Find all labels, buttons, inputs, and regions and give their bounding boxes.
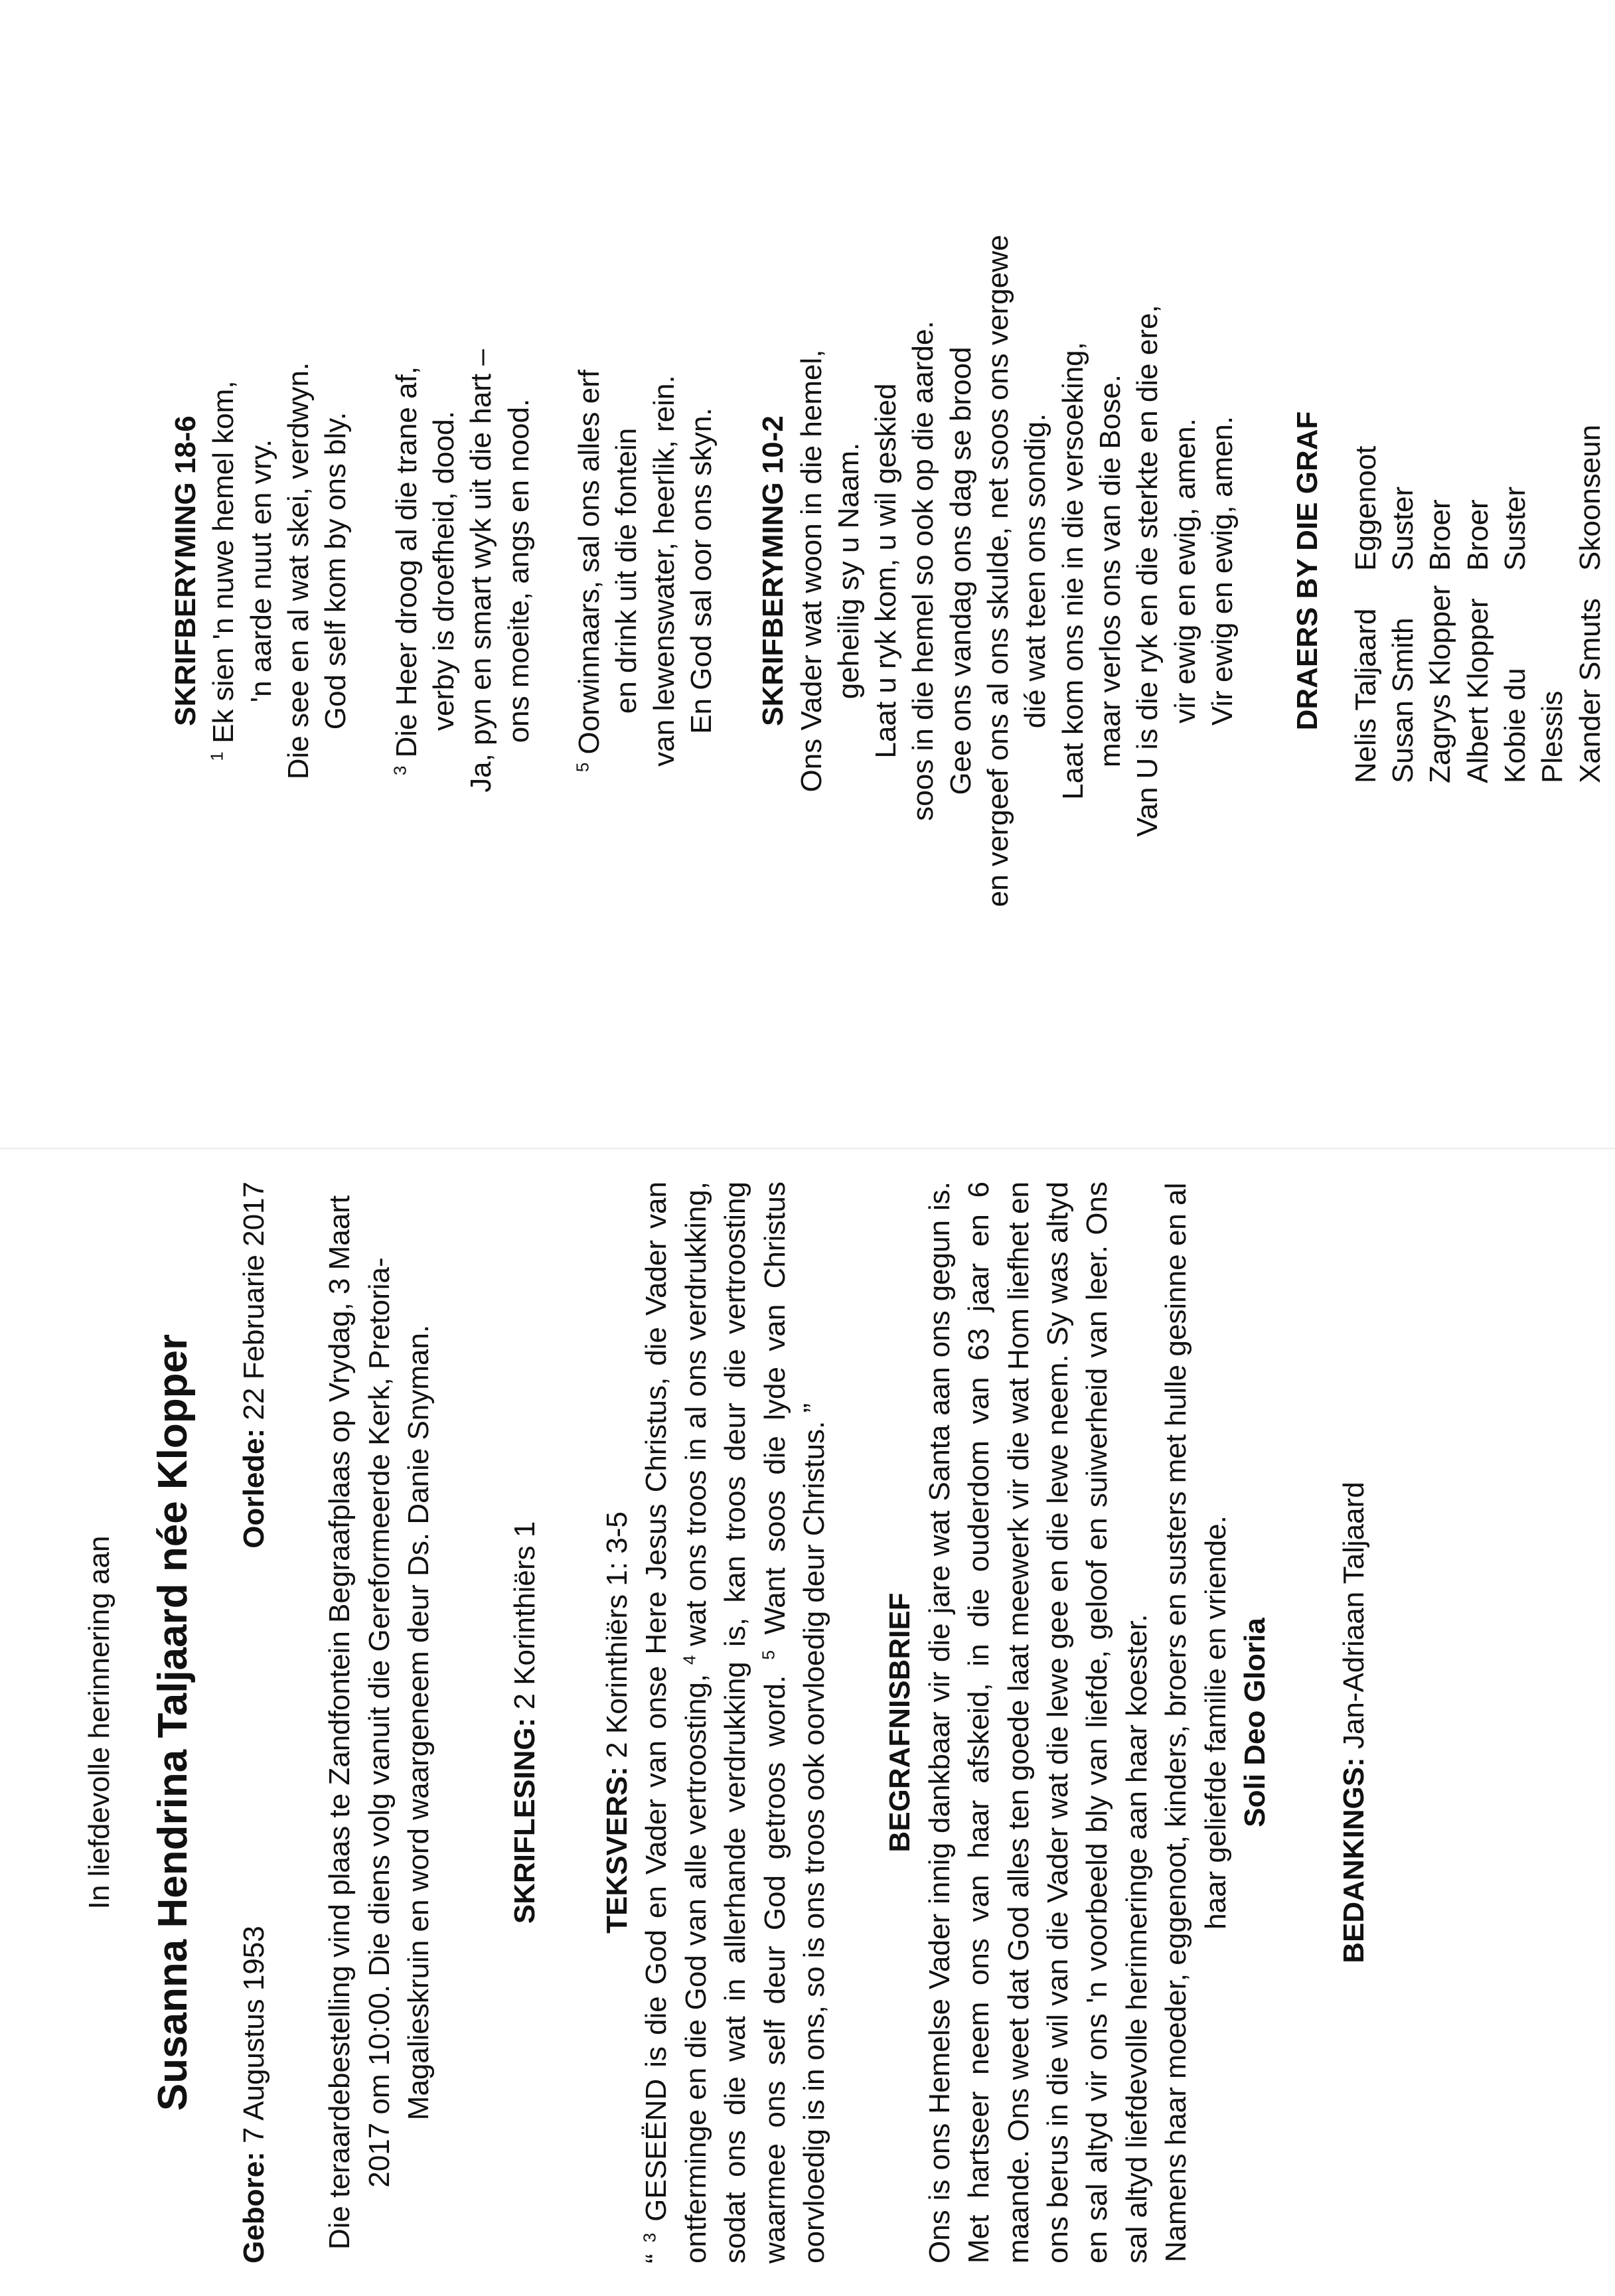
verse-number: 4	[679, 1655, 700, 1665]
letter-closing: Namens haar moeder, eggenoot, kinders, broers en susters met hulle gesinne en al haar geliefde familie en vriende.	[1160, 1182, 1232, 2263]
reading-label: SKRIFLESING:	[508, 1717, 541, 1924]
text-value: 2 Korinthiërs 1: 3-5	[601, 1511, 634, 1758]
prayer-line: vir ewig en ewig, amen.	[1168, 418, 1201, 724]
thanks-label: BEDANKINGS:	[1338, 1757, 1371, 1963]
text-label: TEKSVERS:	[601, 1766, 634, 1934]
stanza-line: Ja, pyn en smart wyk uit die hart –	[465, 349, 498, 793]
letter-text: Ons is ons Hemelse Vader innig dankbaar vir die jare wat Santa aan ons gegun is. Met hartseer neem ons van haar afskeid, in die ouderdom van 63 jaar en 6 maande. Ons weet dat God alles ten goede laat meewerk vir die wat Hom liefhet en ons berus in die wil van die Vader wat die lewe gee en die lewe neem. Sy was altyd en sal altyd vir ons 'n voorbeeld bly van liefde, geloof en suiwerheid van leer. Ons sal altyd liefdevolle herinneringe aan haar koester.	[923, 1182, 1153, 2263]
bearer-relation: Skoonseun	[1573, 424, 1606, 571]
stanza-line: 'n aarde nuut en vry.	[244, 439, 277, 703]
bearer-relation: Eggenoot	[1349, 445, 1382, 571]
stanza-number: 3	[389, 765, 410, 776]
deceased-name: Susanna Hendrina Taljaard née Klopper	[150, 1334, 196, 2111]
prayer-line: dié wat teen ons sondig.	[1019, 413, 1052, 729]
scripture-reading	[505, 1182, 544, 2263]
bearer-relation: Suster	[1498, 486, 1531, 571]
born-label: Gebore:	[238, 2151, 271, 2263]
quote-close: ”	[797, 1403, 830, 1413]
stanza	[205, 60, 354, 1082]
memorial-front-panel	[66, 1162, 1593, 2283]
bearers-list	[1347, 358, 1609, 783]
bearer-name: Susan Smith	[1386, 617, 1419, 783]
prayer-line: soos in die hemel so ook op die aarde.	[907, 321, 940, 821]
died-label: Oorlede:	[238, 1428, 271, 1549]
text-verse-body	[637, 1182, 834, 2263]
born	[234, 1926, 273, 2263]
prayer-line: en vergeef ons al ons skulde, net soos ons vergewe	[982, 234, 1015, 907]
prayer-line: Van U is die ryk en die sterkte en die ere,	[1131, 305, 1164, 837]
funeral-details: Die teraardebestelling vind plaas te Zandfontein Begraafplaas op Vrydag, 3 Maart 2017 om 10:00. Die diens volg vanuit die Gereformeerde Kerk, Pretoria-Magalieskruin en word waargeneem deur Ds. Danie Snyman.	[323, 1195, 435, 2250]
prayer-line: Ons Vader wat woon in die hemel,	[795, 349, 828, 793]
bearer-name: Xander Smuts	[1573, 598, 1606, 783]
stanza-line: $^5$ Oorwinnaars, sal ons alles erf	[572, 369, 605, 773]
bearer-name: Nelis Taljaard	[1349, 608, 1382, 783]
verse-number: 3	[639, 2232, 660, 2243]
stanza-line: God self kom by ons bly.	[319, 412, 352, 730]
intro-line: In liefdevolle herinnering aan	[83, 1535, 115, 1910]
stanza-line: verby is droefheid, dood.	[427, 411, 460, 731]
prayer-line: maar verlos ons van die Bose.	[1094, 374, 1127, 767]
bearer-relation: Broer	[1461, 499, 1494, 571]
psalm1-heading: SKRIFBERYMING 18-6	[169, 416, 202, 726]
verse-text: Want soos die lyde van Christus oorvloedig is in ons, so is ons troos ook oorvloedig deur Christus.	[758, 1182, 830, 2263]
bearer-name: Kobie du Plessis	[1498, 668, 1569, 783]
verse-text: GESEËND is die God en Vader van onse Here Jesus Christus, die Vader van ontferminge en die God van alle vertroosting,	[640, 1182, 712, 2263]
stanza	[388, 60, 538, 1082]
reading-value: 2 Korinthiërs 1	[508, 1521, 541, 1710]
thanks-value: Jan-Adriaan Taljaard	[1338, 1482, 1371, 1750]
fold-line	[0, 1148, 1615, 1149]
stanza-line: En God sal oor ons skyn.	[684, 408, 718, 734]
bearer-relation: Suster	[1386, 486, 1419, 571]
stanza-line: Die see en al wat skei, verdwyn.	[282, 362, 315, 780]
bearer-name: Albert Klopper	[1461, 598, 1494, 783]
soli-deo-gloria: Soli Deo Gloria	[1238, 1618, 1271, 1827]
letter-heading: BEGRAFNISBRIEF	[884, 1592, 917, 1853]
prayer-line: Gee ons vandag ons dag se brood	[944, 346, 977, 795]
stanza	[571, 60, 720, 1082]
bearer-relation: Broer	[1424, 499, 1457, 571]
stanza-number: 5	[572, 762, 593, 773]
dates-row	[234, 1182, 320, 2263]
prayer-line: Vir ewig en ewig, amen.	[1205, 416, 1239, 726]
stanza-number: 1	[206, 751, 227, 761]
stanza-line: van lewenswater, heerlik, rein.	[647, 375, 680, 767]
thanks	[1334, 1182, 1373, 2263]
verse-text: wat ons troos in al ons verdrukking, sodat ons die wat in allerhande verdrukking is, kan troos deur die vertroosting waarmee ons self deur God getroos word.	[679, 1182, 791, 2263]
text-verse-heading	[597, 1182, 637, 2263]
quote-open: “	[640, 2254, 673, 2263]
prayer-line: Laat kom ons nie in die versoeking,	[1056, 342, 1089, 800]
born-date: 7 Augustus 1953	[238, 1926, 271, 2144]
died-date: 22 Februarie 2017	[238, 1182, 271, 1420]
stanza-line: en drink uit die fontein	[610, 427, 643, 714]
psalm2-lines	[793, 60, 1242, 1082]
stanza-line: $^1$ Ek sien 'n nuwe hemel kom,	[206, 380, 240, 761]
memorial-inside-panel	[66, 40, 1606, 1102]
verse-number: 5	[757, 1649, 778, 1660]
died	[234, 1182, 273, 1549]
psalm1-stanzas	[205, 60, 720, 1082]
psalm2-heading: SKRIFBERYMING 10-2	[757, 416, 790, 726]
bearers-heading: DRAERS BY DIE GRAF	[1291, 411, 1324, 731]
prayer-line: Laat u ryk kom, u wil geskied	[870, 383, 903, 759]
stanza-line: $^3$ Die Heer droog al die trane af,	[389, 366, 423, 776]
prayer-line: geheilig sy u Naam.	[832, 442, 865, 700]
stanza-line: ons moeite, angs en nood.	[502, 398, 535, 743]
bearer-name: Zagrys Klopper	[1424, 585, 1457, 783]
